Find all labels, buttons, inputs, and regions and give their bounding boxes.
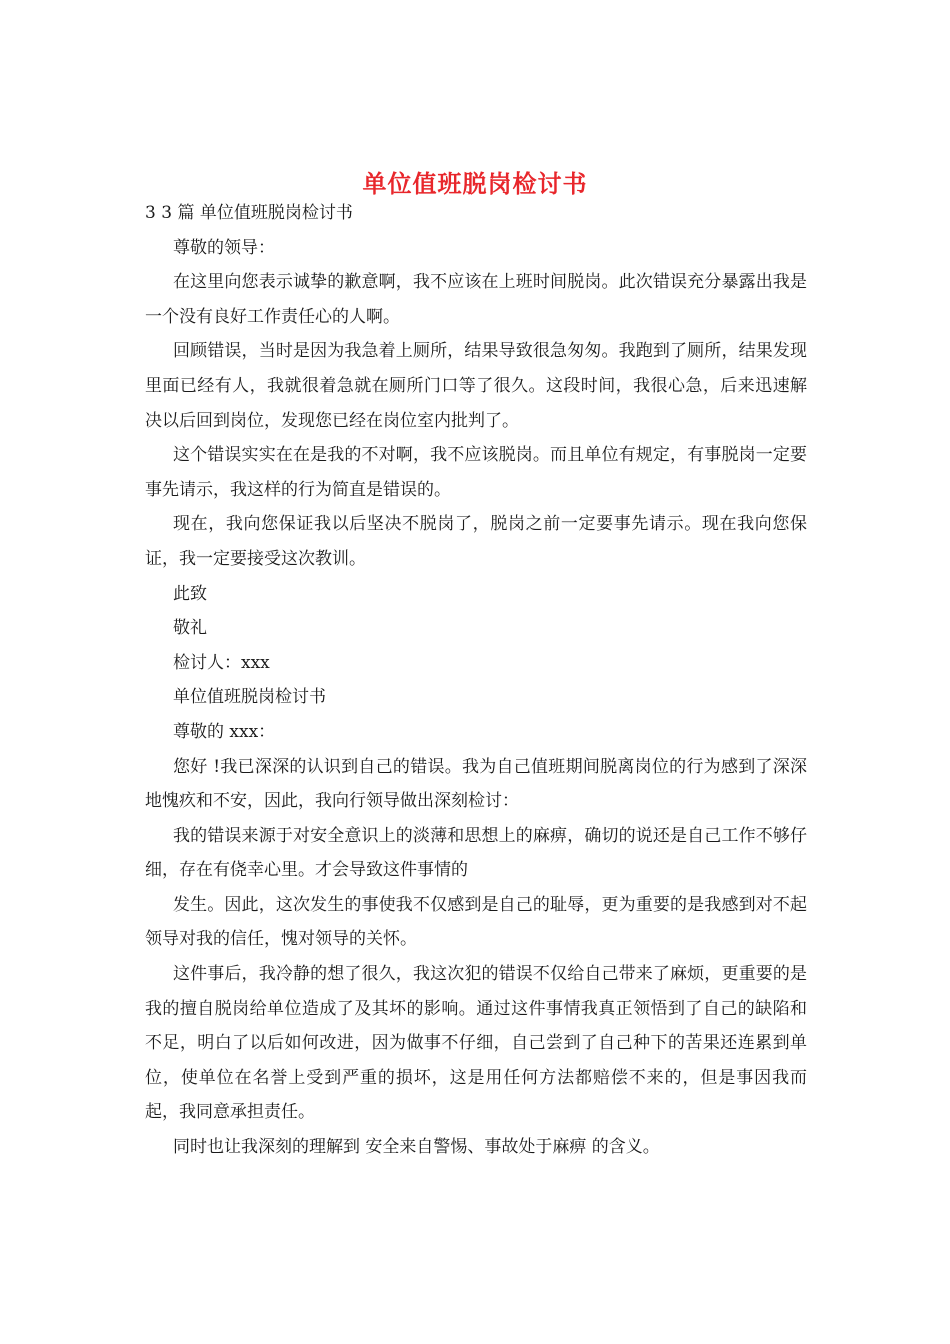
paragraph: 这个错误实实在在是我的不对啊，我不应该脱岗。而且单位有规定，有事脱岗一定要事先请示，我这样的行为简直是错误的。: [145, 445, 807, 500]
paragraph-closing: 此致: [173, 583, 207, 604]
paragraph: 现在，我向您保证我以后坚决不脱岗了，脱岗之前一定要事先请示。现在我向您保证，我一定要接受这次教训。: [145, 514, 807, 569]
paragraph: 同时也让我深刻的理解到 安全来自警惕、事故处于麻痹 的含义。: [173, 1137, 660, 1158]
document-title: 单位值班脱岗检讨书: [362, 170, 588, 199]
paragraph: 您好 !我已深深的认识到自己的错误。我为自己值班期间脱离岗位的行为感到了深深地愧疚和不安，因此，我向行领导做出深刻检讨：: [145, 756, 807, 812]
paragraph: 回顾错误，当时是因为我急着上厕所，结果导致很急匆匆。我跑到了厕所，结果发现里面已经有人，我就很着急就在厕所门口等了很久。这段时间，我很心急，后来迅速解决以后回到岗位，发现您已经在岗位室内批判了。: [145, 341, 807, 431]
paragraph: 发生。因此，这次发生的事使我不仅感到是自己的耻辱，更为重要的是我感到对不起领导对我的信任，愧对领导的关怀。: [145, 894, 807, 950]
paragraph: 在这里向您表示诚挚的歉意啊，我不应该在上班时间脱岗。此次错误充分暴露出我是一个没有良好工作责任心的人啊。: [145, 272, 807, 327]
paragraph-salutation: 尊敬的领导：: [173, 237, 275, 258]
paragraph: 这件事后，我冷静的想了很久，我这次犯的错误不仅给自己带来了麻烦，更重要的是我的擅自脱岗给单位造成了及其坏的影响。通过这件事情我真正领悟到了自己的缺陷和不足，明白了以后如何改进，因为做事不仔细，自己尝到了自己种下的苦果还连累到单位，使单位在名誉上受到严重的损坏，这是用任何方法都赔偿不来的，但是事因我而起，我同意承担责任。: [145, 964, 807, 1123]
paragraph-signature: 检讨人：xxx: [173, 652, 270, 673]
paragraph-subtitle: 3 3 篇 单位值班脱岗检讨书: [145, 203, 353, 223]
paragraph-closing: 敬礼: [173, 618, 207, 639]
paragraph-salutation: 尊敬的 xxx：: [173, 721, 276, 742]
document-body: [145, 196, 807, 1165]
paragraph-heading: 单位值班脱岗检讨书: [173, 687, 326, 708]
paragraph: 我的错误来源于对安全意识上的淡薄和思想上的麻痹，确切的说还是自己工作不够仔细，存在有侥幸心里。才会导致这件事情的: [145, 825, 807, 881]
